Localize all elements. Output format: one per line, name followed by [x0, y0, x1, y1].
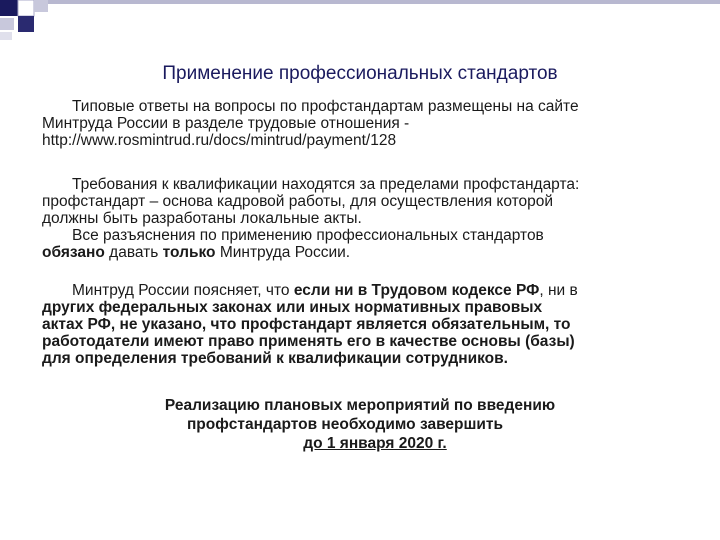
p2-line-2: профстандарт – основа кадровой работы, для осуществления которой	[42, 193, 554, 210]
p2-line-3: должны быть разработаны локальные акты.	[42, 210, 362, 227]
slide-title: Применение профессиональных стандартов	[162, 63, 558, 84]
p4-line-4	[42, 333, 682, 350]
p3-line-2	[42, 244, 682, 261]
p3-bold-only: только	[162, 244, 216, 261]
paragraph-mintrud-explains	[42, 282, 682, 367]
p4-line-3	[42, 316, 682, 333]
p4-line-4-text: работодатели имеют право применять его в качестве основы (базы)	[42, 333, 575, 350]
p1-url: http://www.rosmintrud.ru/docs/mintrud/payment/128	[42, 132, 397, 149]
p4-line-2-text: других федеральных законах или иных нормативных правовых	[42, 299, 543, 316]
p4-bold: если ни в Трудовом кодексе РФ	[293, 282, 540, 299]
p3-line-1: Все разъяснения по применению профессиональных стандартов	[72, 227, 544, 244]
p2-line-1: Требования к квалификации находятся за пределами профстандарта:	[72, 176, 580, 193]
header-decoration	[0, 0, 720, 60]
p4-line-5	[42, 350, 682, 367]
p1-line-1: Типовые ответы на вопросы по профстандартам размещены на сайте	[72, 98, 579, 115]
final-deadline-date: до 1 января 2020 г.	[303, 435, 447, 452]
p4-tail: , ни в	[539, 282, 578, 299]
deadline-notice	[0, 396, 720, 453]
p3-mid: давать	[104, 244, 163, 261]
p3-bold-obligated: обязано	[42, 244, 105, 261]
paragraph-qualification	[42, 176, 682, 261]
paragraph-website-info	[42, 98, 682, 149]
p1-line-2: Минтруда России в разделе трудовые отношения -	[42, 115, 410, 132]
final-line-1: Реализацию плановых мероприятий по введению	[164, 397, 556, 414]
final-line-2: профстандартов необходимо завершить	[186, 416, 504, 433]
p3-end: Минтруда России.	[215, 244, 351, 261]
p4-plain: Минтруд России поясняет, что	[72, 282, 294, 299]
p4-line-5-text: для определения требований к квалификации сотрудников.	[42, 350, 508, 367]
p4-line-3-text: актах РФ, не указано, что профстандарт является обязательным, то	[42, 316, 571, 333]
p4-line-1	[42, 282, 682, 299]
p4-line-2	[42, 299, 682, 316]
